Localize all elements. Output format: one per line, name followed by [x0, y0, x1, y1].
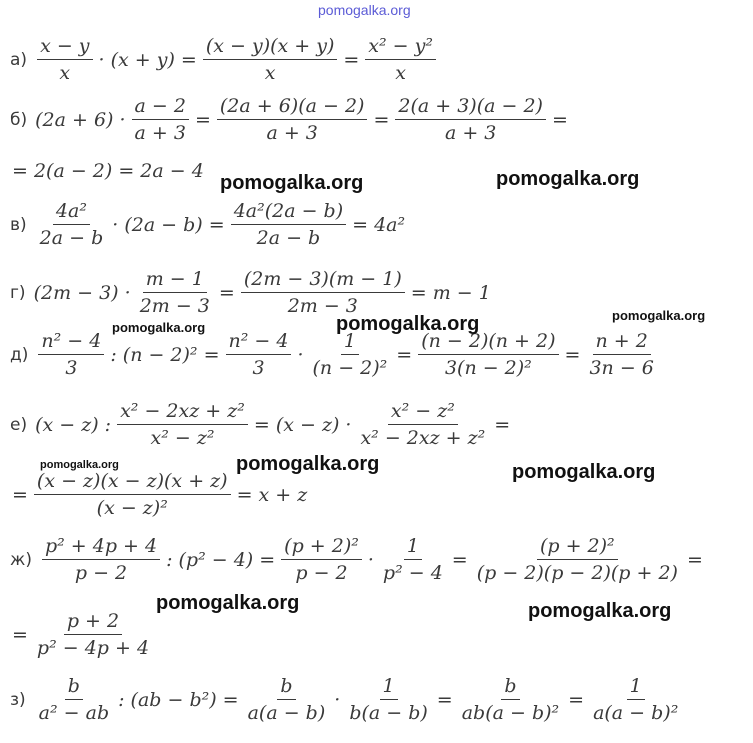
denominator: 3: [252, 357, 265, 379]
math-expression: =: [436, 688, 453, 711]
numerator: x² − 2xz + z²: [117, 400, 248, 425]
math-expression: =: [194, 108, 211, 131]
numerator: 4a²: [53, 200, 90, 225]
math-expression: = 4a²: [352, 213, 406, 236]
item-label: в): [10, 214, 27, 235]
math-expression: =: [551, 108, 568, 131]
math-expression: =: [343, 48, 360, 71]
watermark: pomogalka.org: [512, 461, 656, 483]
denominator: a + 3: [444, 122, 497, 144]
fraction: [117, 400, 248, 449]
denominator: x² − 2xz + z²: [360, 427, 486, 449]
fraction: [395, 95, 546, 144]
denominator: 2a − b: [256, 227, 321, 249]
fraction: [137, 268, 213, 317]
denominator: a + 3: [266, 122, 318, 144]
denominator: (n − 2)²: [312, 357, 388, 379]
numerator: b: [277, 675, 295, 700]
math-expression: (2a + 6) ·: [35, 108, 126, 131]
fraction: [37, 35, 92, 84]
numerator: (n − 2)(n + 2): [418, 330, 558, 355]
math-expression: ·: [334, 688, 341, 711]
denominator: p² − 4p + 4: [36, 637, 150, 659]
math-expression: ·: [297, 343, 304, 366]
watermark: pomogalka.org: [236, 453, 380, 475]
denominator: 2a − b: [39, 227, 104, 249]
fraction: [281, 535, 362, 584]
watermark: pomogalka.org: [336, 313, 480, 335]
numerator: 4a²(2a − b): [231, 200, 346, 225]
fraction: [241, 268, 405, 317]
fraction: [380, 535, 446, 584]
denominator: x: [264, 62, 276, 84]
denominator: ab(a − b)²: [461, 702, 560, 724]
numerator: b: [65, 675, 83, 700]
numerator: (x − y)(x + y): [203, 35, 338, 60]
math-expression: =: [396, 343, 413, 366]
math-expression: (x − z) :: [35, 413, 112, 436]
math-expression: ·: [367, 548, 374, 571]
denominator: a + 3: [134, 122, 186, 144]
math-expression: = x + z: [236, 483, 308, 506]
fraction: [34, 470, 231, 519]
denominator: a² − ab: [38, 702, 110, 724]
numerator: 1: [627, 675, 645, 700]
item-label: д): [10, 344, 29, 365]
fraction: [231, 200, 346, 249]
item-label: е): [10, 414, 28, 435]
math-expression: =: [12, 483, 28, 506]
numerator: (p + 2)²: [281, 535, 362, 560]
numerator: n + 2: [593, 330, 651, 355]
equation-line: [10, 470, 309, 519]
numerator: (2m − 3)(m − 1): [241, 268, 405, 293]
fraction: [245, 675, 329, 724]
denominator: p − 2: [74, 562, 128, 584]
numerator: x − y: [37, 35, 92, 60]
fraction: [203, 35, 338, 84]
numerator: (2a + 6)(a − 2): [217, 95, 368, 120]
equation-line: [10, 200, 407, 249]
equation-line: [10, 268, 493, 317]
math-expression: =: [12, 623, 28, 646]
math-expression: · (2a − b) =: [112, 213, 225, 236]
equation-line: [10, 400, 512, 449]
denominator: 3n − 6: [589, 357, 654, 379]
denominator: a(a − b)²: [593, 702, 679, 724]
equation-line: [10, 535, 705, 584]
watermark: pomogalka.org: [112, 320, 206, 335]
denominator: p − 2: [295, 562, 348, 584]
numerator: p + 2: [64, 610, 122, 635]
math-expression: =: [451, 548, 468, 571]
math-expression: =: [373, 108, 390, 131]
denominator: (p − 2)(p − 2)(p + 2): [476, 562, 678, 584]
numerator: n² − 4: [226, 330, 292, 355]
numerator: 1: [341, 330, 359, 355]
math-expression: =: [494, 413, 511, 436]
math-expression: =: [564, 343, 581, 366]
numerator: p² + 4p + 4: [42, 535, 160, 560]
numerator: (x − z)(x − z)(x + z): [34, 470, 231, 495]
fraction: [346, 675, 430, 724]
fraction: [590, 675, 681, 724]
math-expression: (2m − 3) ·: [33, 281, 131, 304]
fraction: [217, 95, 368, 144]
fraction: [42, 535, 160, 584]
item-label: г): [10, 282, 26, 303]
fraction: [365, 35, 436, 84]
item-label: ж): [10, 549, 32, 570]
fraction: [357, 400, 488, 449]
equation-line: [10, 160, 206, 182]
numerator: (p + 2)²: [537, 535, 618, 560]
denominator: x: [59, 62, 71, 84]
fraction: [38, 330, 104, 379]
denominator: 2m − 3: [287, 295, 358, 317]
math-expression: : (p² − 4) =: [166, 548, 276, 571]
numerator: x² − z²: [388, 400, 458, 425]
numerator: 1: [404, 535, 422, 560]
denominator: 3(n − 2)²: [444, 357, 532, 379]
math-expression: =: [686, 548, 703, 571]
fraction: [586, 330, 656, 379]
math-expression: · (x + y) =: [98, 48, 197, 71]
fraction: [310, 330, 391, 379]
item-label: з): [10, 689, 26, 710]
watermark: pomogalka.org: [156, 592, 300, 614]
math-expression: =: [218, 281, 235, 304]
equation-line: [10, 35, 440, 84]
watermark: pomogalka.org: [528, 600, 672, 622]
denominator: x² − z²: [150, 427, 215, 449]
math-expression: : (n − 2)² =: [110, 343, 220, 366]
math-expression: : (ab − b²) =: [118, 688, 239, 711]
watermark: pomogalka.org: [220, 172, 364, 194]
numerator: m − 1: [143, 268, 207, 293]
numerator: b: [501, 675, 519, 700]
numerator: 2(a + 3)(a − 2): [395, 95, 546, 120]
item-label: б): [10, 109, 28, 130]
equation-line: [10, 610, 156, 659]
math-expression: = m − 1: [410, 281, 491, 304]
math-expression: =: [568, 688, 585, 711]
denominator: x: [395, 62, 406, 84]
denominator: a(a − b): [247, 702, 326, 724]
watermark: pomogalka.org: [496, 168, 640, 190]
fraction: [474, 535, 681, 584]
equation-line: [10, 95, 570, 144]
numerator: 1: [380, 675, 398, 700]
denominator: p² − 4: [382, 562, 443, 584]
fraction: [226, 330, 292, 379]
math-expression: = 2(a − 2) = 2a − 4: [12, 160, 204, 182]
fraction: [37, 200, 107, 249]
numerator: n² − 4: [38, 330, 104, 355]
denominator: (x − z)²: [96, 497, 168, 519]
math-expression: = (x − z) ·: [253, 413, 352, 436]
equation-line: [10, 330, 661, 379]
watermark: pomogalka.org: [612, 308, 706, 323]
denominator: 3: [65, 357, 78, 379]
denominator: 2m − 3: [139, 295, 210, 317]
fraction: [132, 95, 189, 144]
fraction: [459, 675, 562, 724]
watermark: pomogalka.org: [40, 459, 119, 471]
watermark-top: pomogalka.org: [318, 2, 411, 18]
item-label: а): [10, 49, 28, 70]
fraction: [36, 675, 112, 724]
numerator: a − 2: [132, 95, 189, 120]
fraction: [34, 610, 152, 659]
denominator: b(a − b): [349, 702, 428, 724]
numerator: x² − y²: [365, 35, 436, 60]
equation-line: [10, 675, 685, 724]
fraction: [418, 330, 558, 379]
